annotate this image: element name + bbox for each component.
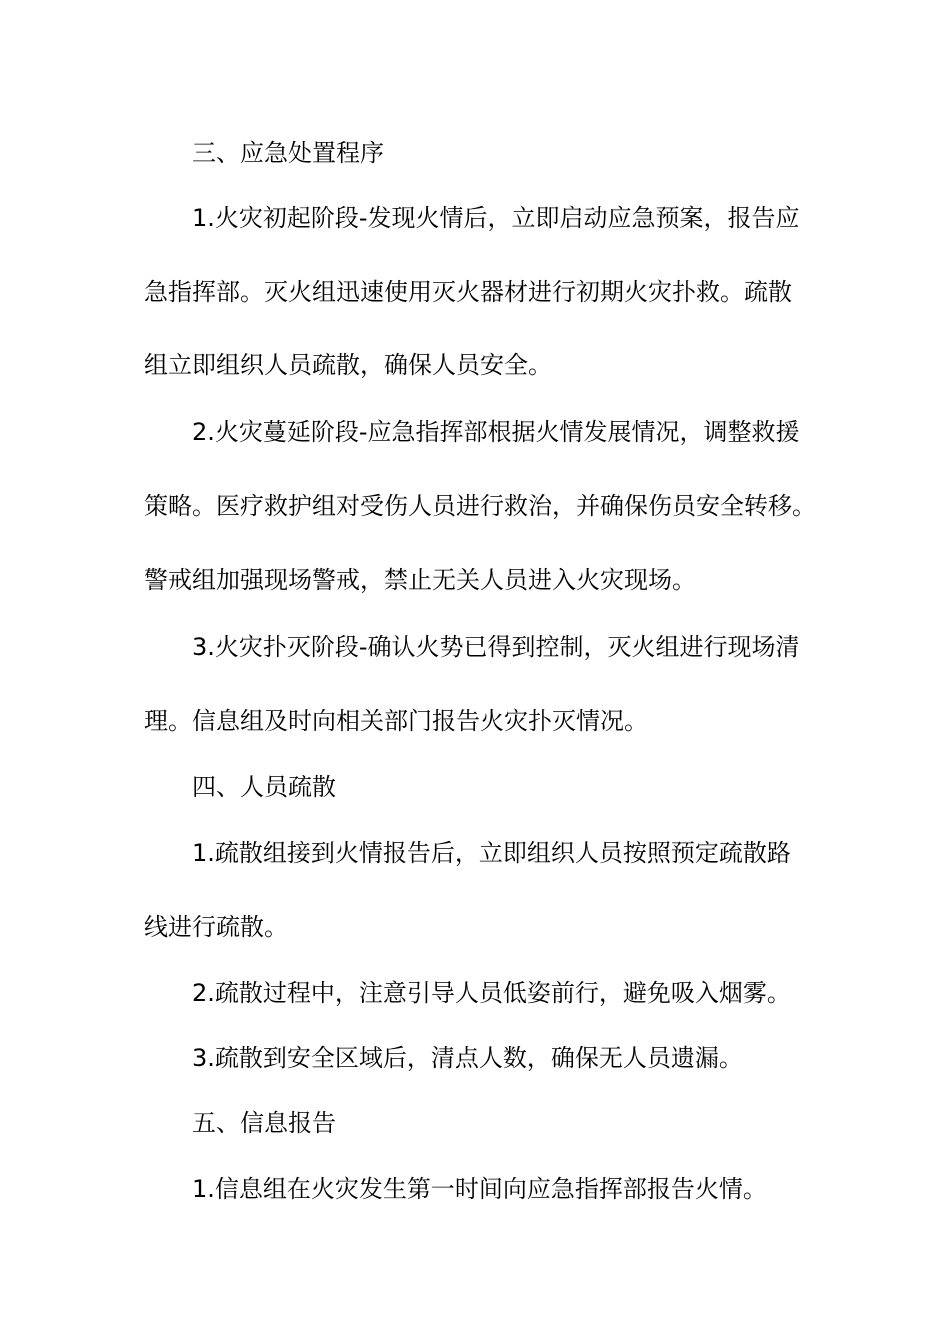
paragraph-line: 3.疏散到安全区域后，清点人数，确保无人员遗漏。 (192, 1044, 743, 1072)
paragraph-line: 1.火灾初起阶段-发现火情后，立即启动应急预案，报告应 (192, 204, 800, 232)
paragraph-line: 策略。医疗救护组对受伤人员进行救治，并确保伤员安全转移。 (144, 492, 816, 520)
paragraph-line: 组立即组织人员疏散，确保人员安全。 (144, 351, 552, 379)
paragraph-line: 2.疏散过程中，注意引导人员低姿前行，避免吸入烟雾。 (192, 979, 791, 1007)
paragraph-line: 理。信息组及时向相关部门报告火灾扑灭情况。 (144, 707, 648, 735)
paragraph-line: 3.火灾扑灭阶段-确认火势已得到控制，灭火组进行现场清 (192, 633, 800, 661)
paragraph-line: 线进行疏散。 (144, 913, 288, 941)
section-heading-information-report: 五、信息报告 (192, 1109, 336, 1137)
paragraph-line: 1.信息组在火灾发生第一时间向应急指挥部报告火情。 (192, 1175, 767, 1203)
paragraph-line: 急指挥部。灭火组迅速使用灭火器材进行初期火灾扑救。疏散 (144, 278, 792, 306)
section-heading-emergency-procedure: 三、应急处置程序 (192, 139, 384, 167)
paragraph-line: 2.火灾蔓延阶段-应急指挥部根据火情发展情况，调整救援 (192, 418, 800, 446)
paragraph-line: 警戒组加强现场警戒，禁止无关人员进入火灾现场。 (144, 566, 696, 594)
section-heading-evacuation: 四、人员疏散 (192, 773, 336, 801)
paragraph-line: 1.疏散组接到火情报告后，立即组织人员按照预定疏散路 (192, 839, 791, 867)
